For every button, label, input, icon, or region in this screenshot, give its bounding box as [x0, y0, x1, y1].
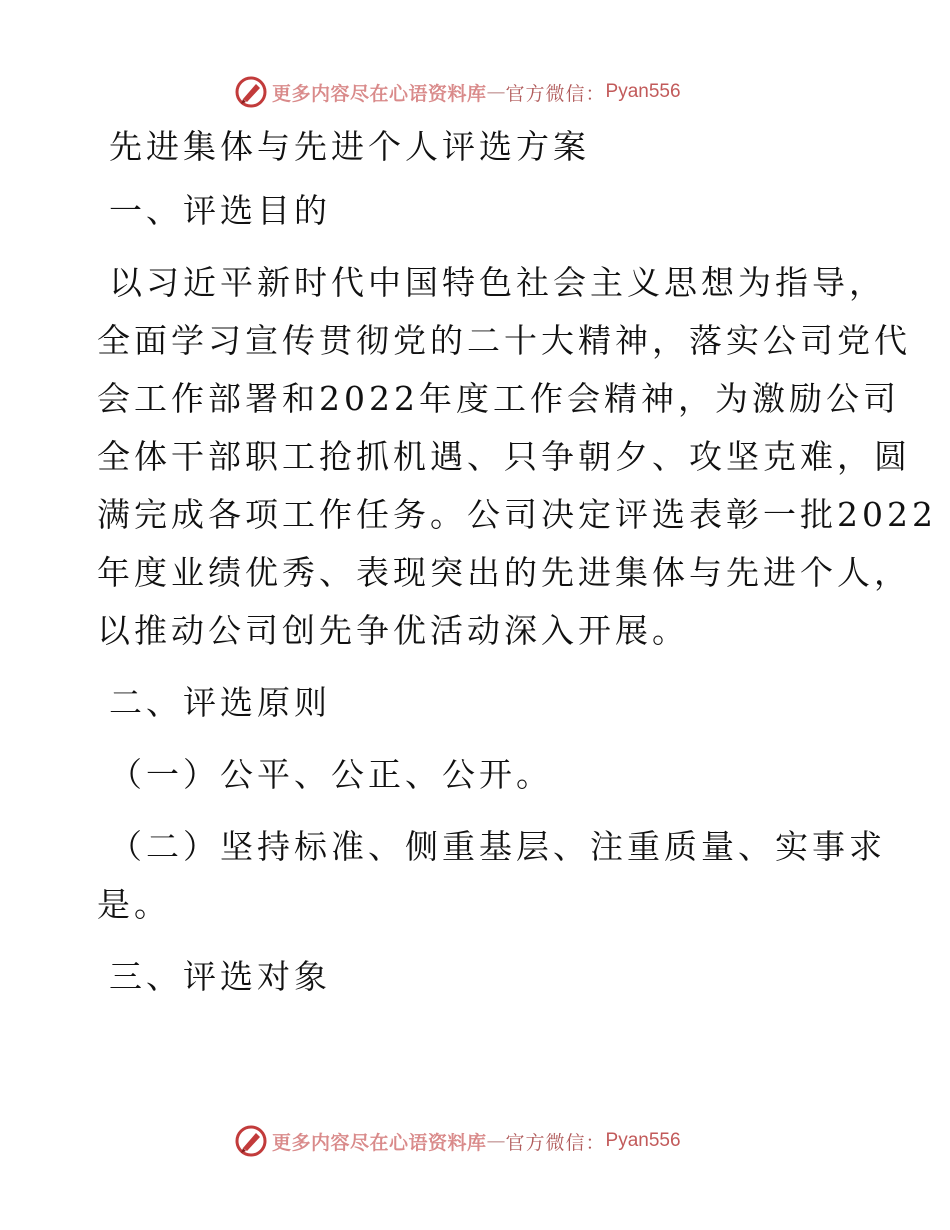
watermark-dash: —	[486, 1130, 506, 1152]
paragraph-line: 会工作部署和2022年度工作会精神，为激励公司	[97, 379, 900, 418]
section-heading-targets: 三、评选对象	[109, 957, 331, 996]
watermark-dash: —	[486, 81, 506, 103]
paragraph-line: 全体干部职工抢抓机遇、只争朝夕、攻坚克难，圆	[97, 437, 911, 476]
pen-logo-icon	[234, 75, 268, 109]
paragraph-line: 满完成各项工作任务。公司决定评选表彰一批2022	[97, 495, 937, 534]
paragraph-line: （二）坚持标准、侧重基层、注重质量、实事求	[109, 827, 886, 866]
watermark-main-text: 更多内容尽在心语资料库	[272, 1131, 487, 1154]
watermark-sub-text: 官方微信：	[505, 82, 606, 105]
pen-logo-icon	[234, 1124, 268, 1158]
principle-item-2	[97, 818, 886, 934]
section-heading-principles: 二、评选原则	[109, 683, 331, 722]
principle-item-1: （一）公平、公正、公开。	[109, 755, 553, 794]
paragraph-line: 年度业绩优秀、表现突出的先进集体与先进个人，	[97, 553, 911, 592]
document-title: 先进集体与先进个人评选方案	[109, 127, 590, 166]
watermark-sub-text: 官方微信：	[505, 1131, 606, 1154]
watermark-main-text: 更多内容尽在心语资料库	[272, 82, 487, 105]
paragraph-line: 是。	[97, 885, 171, 924]
watermark-wechat-id: Pyan556	[605, 1130, 681, 1151]
section-heading-purpose: 一、评选目的	[109, 191, 331, 230]
paragraph-line: 以推动公司创先争优活动深入开展。	[97, 611, 689, 650]
watermark-footer	[234, 1121, 681, 1161]
paragraph-purpose	[97, 254, 937, 660]
watermark-header	[234, 72, 681, 112]
watermark-wechat-id: Pyan556	[605, 81, 681, 102]
document-body	[97, 118, 937, 1006]
paragraph-line: 以习近平新时代中国特色社会主义思想为指导，	[109, 263, 886, 302]
paragraph-line: 全面学习宣传贯彻党的二十大精神，落实公司党代	[97, 321, 911, 360]
